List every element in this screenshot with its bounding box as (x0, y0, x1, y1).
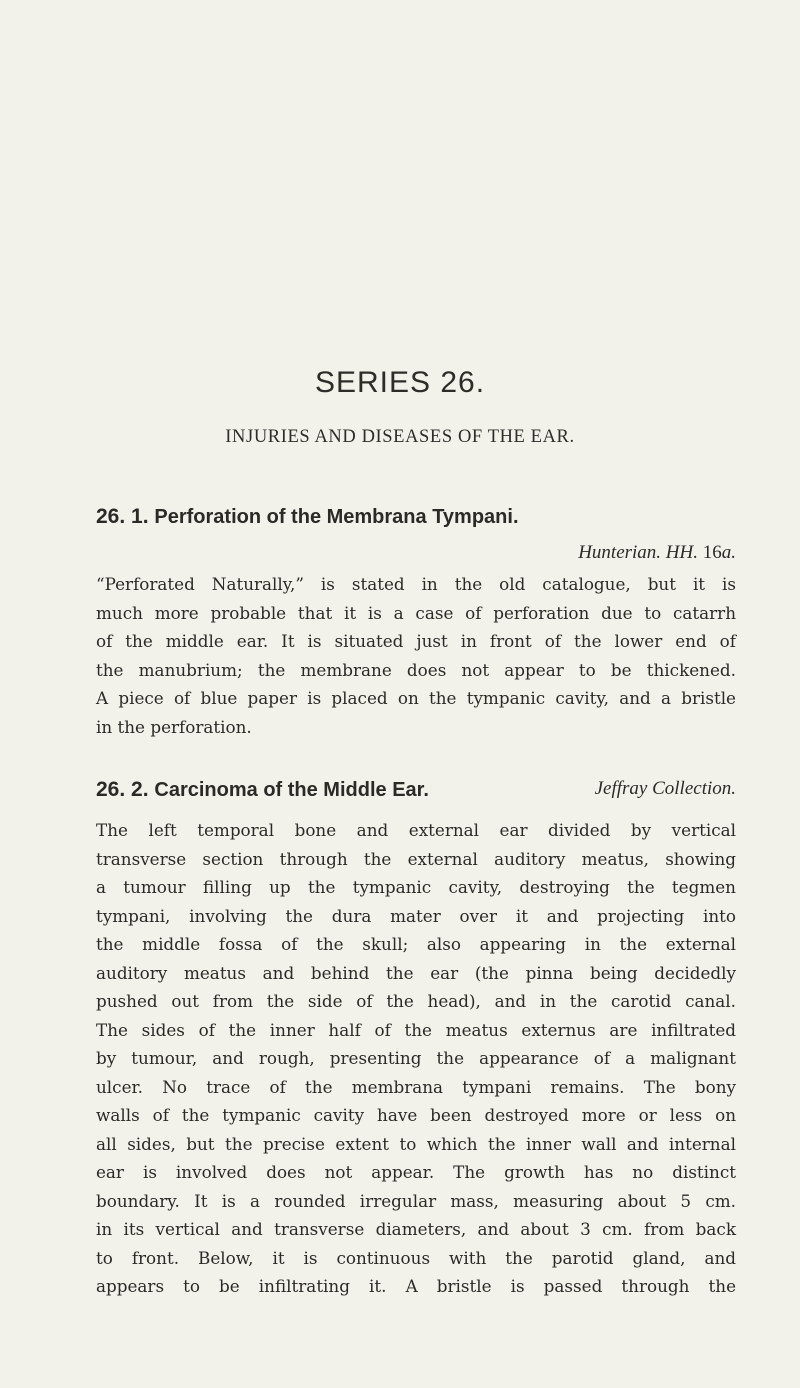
entry-source: Jeffray Collection. (594, 778, 736, 799)
text-line: boundary. It is a rounded irregular mass, measuring about 5 cm. (96, 1190, 736, 1211)
text-line: appears to be infiltrating it. A bristle is passed through the (96, 1276, 736, 1296)
text-line: tympani, involving the dura mater over it and projecting into (96, 905, 736, 926)
text-line: auditory meatus and behind the ear (the pinna being decidedly (96, 962, 736, 983)
text-line: to front. Below, it is continuous with the parotid gland, and (96, 1247, 736, 1268)
entry-heading-26-1 (96, 504, 736, 529)
text-line: walls of the tympanic cavity have been destroyed more or less on (96, 1105, 736, 1125)
entry-number: 26. 1. (96, 505, 155, 528)
text-line: The left temporal bone and external ear divided by vertical (96, 820, 736, 840)
text-line: the manubrium; the membrane does not appear to be thickened. (96, 659, 736, 680)
entry-source-26-1 (96, 542, 736, 564)
series-subtitle: INJURIES AND DISEASES OF THE EAR. (225, 427, 575, 447)
entry-number: 26. 2. (96, 778, 155, 801)
text-line: “Perforated Naturally,” is stated in the old catalogue, but it is (96, 574, 736, 594)
entry-title: Carcinoma of the Middle Ear. (154, 779, 429, 801)
series-title: SERIES 26. (314, 366, 486, 399)
text-line: ulcer. No trace of the membrana tympani remains. The bony (96, 1076, 736, 1097)
text-line: pushed out from the side of the head), and in the carotid canal. (96, 991, 736, 1011)
source-ref: 16 (698, 542, 722, 563)
text-line: ear is involved does not appear. The growth has no distinct (96, 1162, 736, 1182)
entry-description-26-1 (96, 570, 736, 741)
text-line: much more probable that it is a case of perforation due to catarrh (96, 602, 736, 623)
text-line: in the perforation. (96, 716, 252, 737)
text-line: The sides of the inner half of the meatus externus are infiltrated (96, 1019, 736, 1040)
entry-title: Perforation of the Membrana Tympani. (154, 506, 519, 528)
text-line: transverse section through the external auditory meatus, showing (96, 848, 736, 869)
text-line: the middle fossa of the skull; also appearing in the external (96, 934, 736, 954)
text-line: in its vertical and transverse diameters, and about 3 cm. from back (96, 1219, 736, 1239)
entry-description-26-2 (96, 816, 736, 1301)
text-line: by tumour, and rough, presenting the appearance of a malignant (96, 1048, 736, 1068)
entry-heading-26-2 (96, 777, 736, 802)
source-collection: Hunterian. HH. (578, 542, 698, 563)
text-line: all sides, but the precise extent to which the inner wall and internal (96, 1133, 736, 1154)
text-line: of the middle ear. It is situated just in front of the lower end of (96, 631, 736, 651)
text-line: a tumour filling up the tympanic cavity, destroying the tegmen (96, 877, 736, 897)
source-ref-suffix: a. (721, 542, 736, 563)
text-line: A piece of blue paper is placed on the tympanic cavity, and a bristle (96, 688, 736, 708)
